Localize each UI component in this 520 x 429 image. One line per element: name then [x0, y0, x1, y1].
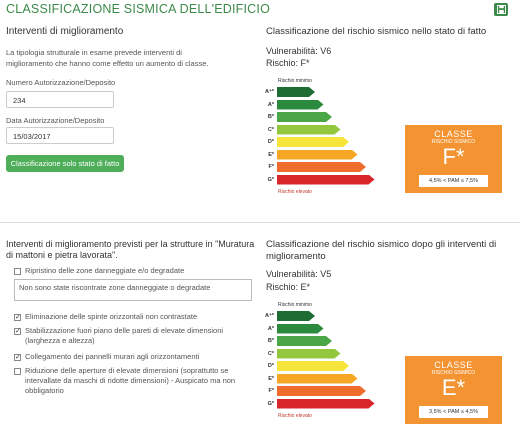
check-item[interactable] [14, 312, 254, 322]
scale-bar [277, 100, 324, 110]
scale-bar [277, 336, 332, 346]
check-label: Eliminazione delle spinte orizzontali non contrastate [25, 312, 198, 321]
right2-title: Classificazione del rischio sismico dopo gli interventi di miglioramento [266, 239, 497, 262]
num-label: Numero Autorizzazione/Deposito [6, 78, 116, 87]
scale-bar [277, 162, 366, 172]
scale-class-label: A* [267, 325, 274, 332]
badge-pam: 3,5% < PAM ≤ 4,5% [419, 406, 488, 418]
badge-sub-label: RISCHIO SISMICO [431, 370, 476, 376]
right1-title: Classificazione del rischio sismico nello stato di fatto [266, 26, 487, 37]
divider [0, 222, 520, 223]
scale-class-label: G* [267, 176, 274, 183]
save-button[interactable] [494, 3, 508, 16]
check-item[interactable] [14, 266, 254, 276]
badge-pam: 4,5% < PAM ≤ 7,5% [419, 175, 488, 187]
scale-top-label: Rischio minimo [278, 78, 312, 84]
checkbox[interactable] [14, 268, 21, 275]
scale-class-label: D* [267, 139, 274, 145]
right2-risk: Rischio: E* [266, 282, 311, 292]
scale-bottom-label: Rischio elevato [278, 189, 312, 195]
scale-class-label: C* [267, 350, 274, 357]
scale-class-label: A⁺* [264, 89, 274, 95]
checkbox[interactable]: ✓ [15, 327, 21, 335]
scale-bar [277, 349, 341, 359]
scale-bar [277, 399, 375, 409]
scale-bar [277, 137, 349, 147]
scale-class-label: D* [267, 363, 274, 369]
scale-class-label: C* [267, 126, 274, 133]
check-label: Stabilizzazione fuori piano delle pareti di elevate dimensioni (larghezza e altezza) [25, 326, 224, 345]
scale-bar [277, 361, 349, 371]
date-input[interactable]: 15/03/2017 [6, 127, 114, 144]
section2-heading: Interventi di miglioramento previsti per la strutture in "Muratura di mattoni e pietra lavorata". [6, 239, 255, 260]
check-item[interactable] [14, 352, 254, 362]
save-icon [497, 5, 506, 14]
scale-bar [277, 386, 366, 396]
scale-bar [277, 150, 358, 160]
right2-vulnerability: Vulnerabilità: V5 [266, 269, 332, 279]
scale-class-label: F* [268, 388, 274, 394]
badge-value: E* [441, 375, 466, 400]
risk-scale [262, 302, 382, 427]
badge-class-label: CLASSE [434, 360, 473, 370]
page-title: CLASSIFICAZIONE SISMICA DELL'EDIFICIO [6, 2, 271, 16]
checkbox[interactable]: ✓ [15, 313, 21, 321]
scale-class-label: E* [268, 375, 274, 382]
scale-class-label: G* [267, 400, 274, 407]
notes-textarea[interactable]: Non sono state riscontrate zone danneggiate o degradate [14, 279, 252, 301]
scale-top-label: Rischio minimo [278, 302, 312, 308]
scale-bar [277, 311, 315, 321]
scale-bar [277, 125, 341, 135]
classify-button[interactable]: Classificazione solo stato di fatto [6, 155, 124, 172]
scale-class-label: E* [268, 151, 274, 158]
scale-bar [277, 324, 324, 334]
risk-scale [262, 78, 382, 198]
scale-bar [277, 112, 332, 122]
section1-description: La tipologia strutturale in esame prevede interventi di miglioramento che hanno come effetto un aumento di classe. [6, 48, 209, 68]
right1-risk: Rischio: F* [266, 58, 310, 68]
scale-class-label: B* [267, 114, 274, 120]
scale-bottom-label: Rischio elevato [278, 413, 312, 419]
check-label: Riduzione delle aperture di elevate dimensioni (soprattutto se intervallate da maschi di ridotte dimensioni) - Auspicato ma non obbligatorio [25, 366, 236, 395]
check-label: Collegamento dei pannelli murari agli orizzontamenti [25, 352, 200, 361]
section1-heading: Interventi di miglioramento [6, 26, 124, 37]
badge-sub-label: RISCHIO SISMICO [431, 139, 476, 145]
checkbox[interactable] [14, 368, 21, 375]
date-label: Data Autorizzazione/Deposito [6, 116, 105, 125]
scale-bar [277, 175, 375, 185]
scale-bar [277, 87, 315, 97]
num-input[interactable]: 234 [6, 91, 114, 108]
scale-class-label: A⁺* [264, 313, 274, 319]
check-item[interactable] [14, 326, 254, 346]
scale-bar [277, 374, 358, 384]
right1-vulnerability: Vulnerabilità: V6 [266, 46, 332, 56]
check-item[interactable] [14, 366, 254, 396]
scale-class-label: B* [267, 338, 274, 344]
check-label: Ripristino delle zone danneggiate e/o degradate [25, 266, 185, 275]
class-badge [405, 356, 502, 424]
scale-class-label: F* [268, 164, 274, 170]
badge-class-label: CLASSE [434, 129, 473, 139]
checkbox[interactable]: ✓ [15, 353, 21, 361]
scale-class-label: A* [267, 101, 274, 108]
class-badge [405, 125, 502, 193]
badge-value: F* [442, 144, 465, 169]
